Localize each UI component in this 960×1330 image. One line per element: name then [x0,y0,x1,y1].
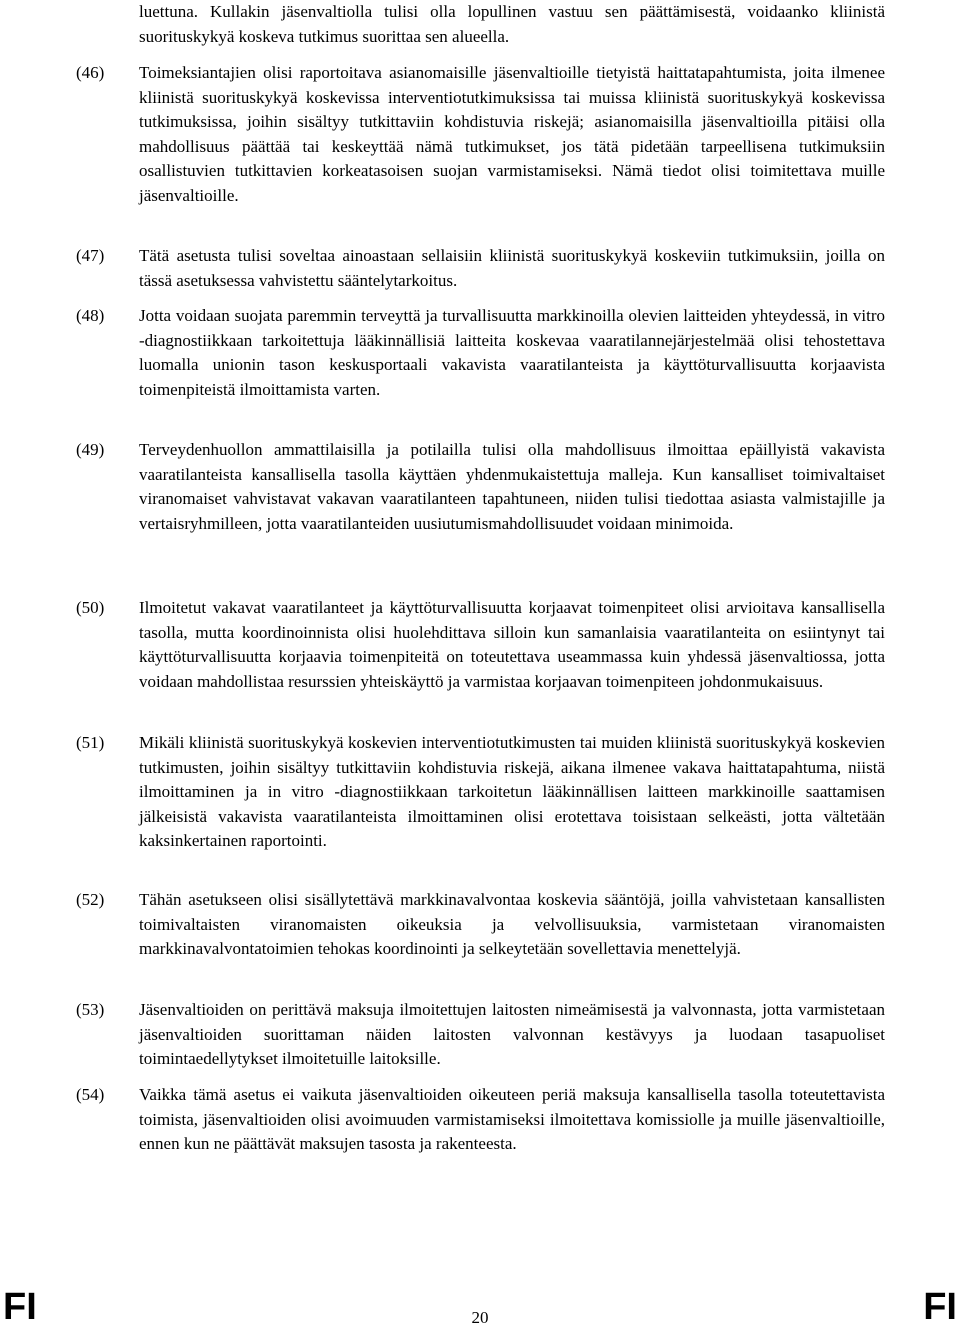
paragraph-number: (51) [76,733,105,752]
paragraph-number: (54) [76,1085,105,1104]
paragraph-text: Tätä asetusta tulisi soveltaa ainoastaan sellaisiin kliinistä suorituskykyä koskeviin tutkimuksiin, joilla on tässä asetuksessa vahvistettu sääntelytarkoitus. [139,246,885,290]
paragraph-text: Ilmoitetut vakavat vaaratilanteet ja käyttöturvallisuutta korjaavat toimenpiteet olisi arvioitava kansallisella tasolla, mutta koordinoinnista olisi huolehdittava silloin kun samanlaisia vaaratilanteita on esiintynyt tai käyttöturvallisuutta korjaavia toimenpiteitä on toteutettava useammassa kuin yhdessä jäsenvaltiossa, jotta voidaan mahdollistaa resurssien yhteiskäyttö ja varmistaa korjaavan toimenpiteen johdonmukaisuus. [139,598,885,691]
paragraph-text: Jotta voidaan suojata paremmin terveyttä ja turvallisuutta markkinoilla olevien laitteiden yhteydessä, in vitro -diagnostiikkaan tarkoitettuja lääkinnällisiä laitteita koskevaa vaaratilannejärjestelmää olisi tehostettava luomalla unionin tason keskusportaali vakavista vaaratilanteista ja käyttöturvallisuutta korjaavista toimenpiteistä ilmoittamista varten. [139,306,885,399]
paragraph-text: Jäsenvaltioiden on perittävä maksuja ilmoitettujen laitosten nimeämisestä ja valvonnasta, jotta varmistetaan jäsenvaltioiden suorittaman näiden laitosten valvonnan kestävyys ja luodaan tasapuoliset toimintaedellytykset ilmoitetuille laitoksille. [139,1000,885,1068]
page-number: 20 [471,1308,489,1327]
paragraph-text: luettuna. Kullakin jäsenvaltiolla tulisi olla lopullinen vastuu sen päättämisestä, voidaanko kliinistä suorituskykyä koskeva tutkimus suorittaa sen alueella. [139,2,885,46]
paragraph-text: Vaikka tämä asetus ei vaikuta jäsenvaltioiden oikeuteen periä maksuja kansallisella tasolla toteutettavista toimista, jäsenvaltioiden olisi avoimuuden varmistamiseksi ilmoitettava komissiolle ja muille jäsenvaltioille, ennen kun ne päättävät maksujen tasosta ja rakenteesta. [139,1085,885,1153]
paragraph-number: (48) [76,306,105,325]
paragraph-number: (47) [76,246,105,265]
paragraph-text: Mikäli kliinistä suorituskykyä koskevien interventiotutkimusten tai muiden kliinistä suorituskykyä koskevien tutkimusten, joihin sisältyy tutkittaviin kohdistuvia riskejä, aikana ilmenee vakava haittatapahtuma, niistä ilmoittaminen ja in vitro -diagnostiikkaan tarkoitetun lääkinnällisen laitteen markkinoille saattamisen jälkeisistä vakavista vaaratilanteista ilmoittaminen olisi erotettava toisistaan selkeästi, jotta vältetään kaksinkertainen raportointi. [139,733,885,850]
paragraph-text: Tähän asetukseen olisi sisällytettävä markkinavalvontaa koskevia sääntöjä, joilla vahvistetaan kansallisten toimivaltaisten viranomaisten oikeuksia ja velvollisuuksia, varmistetaan viranomaisten markkinavalvontatoimien tehokas koordinointi ja selkeytetään sovellettavia menettelyjä. [139,890,885,958]
footer-language-left: FI [3,1286,37,1328]
paragraph-text: Terveydenhuollon ammattilaisilla ja potilailla tulisi olla mahdollisuus ilmoittaa epäillyistä vakavista vaaratilanteista kansallisella tasolla käyttäen yhdenmukaistettuja malleja. Kun kansalliset toimivaltaiset viranomaiset vahvistavat vakavan vaaratilanteen tapahtuneen, niiden tulisi tiedottaa asiasta valmistajille ja vertaisryhmilleen, jotta vaaratilanteiden uusiutumismahdollisuudet voidaan minimoida. [139,440,885,533]
paragraph-number: (53) [76,1000,105,1019]
paragraph-number: (52) [76,890,105,909]
paragraph-number: (49) [76,440,105,459]
paragraph-number: (46) [76,63,105,82]
footer-language-right: FI [923,1286,957,1328]
paragraph-text: Toimeksiantajien olisi raportoitava asianomaisille jäsenvaltioille tietyistä haittatapahtumista, joita ilmenee kliinistä suorituskykyä koskevissa interventiotutkimuksissa tai muissa kliinistä suorituskykyä koskevissa tutkimuksissa, joihin sisältyy tutkittaviin kohdistuvia riskejä; asianomaisilla jäsenvaltioilla pitäisi olla mahdollisuus päättää tai keskeyttää nämä tutkimukset, jos tätä pidetään tarpeellisena tutkimuksiin osallistuvien tutkittavien korkeatasoisen suojan varmistamiseksi. Nämä tiedot olisi toimitettava muille jäsenvaltioille. [139,63,885,205]
paragraph-number: (50) [76,598,105,617]
